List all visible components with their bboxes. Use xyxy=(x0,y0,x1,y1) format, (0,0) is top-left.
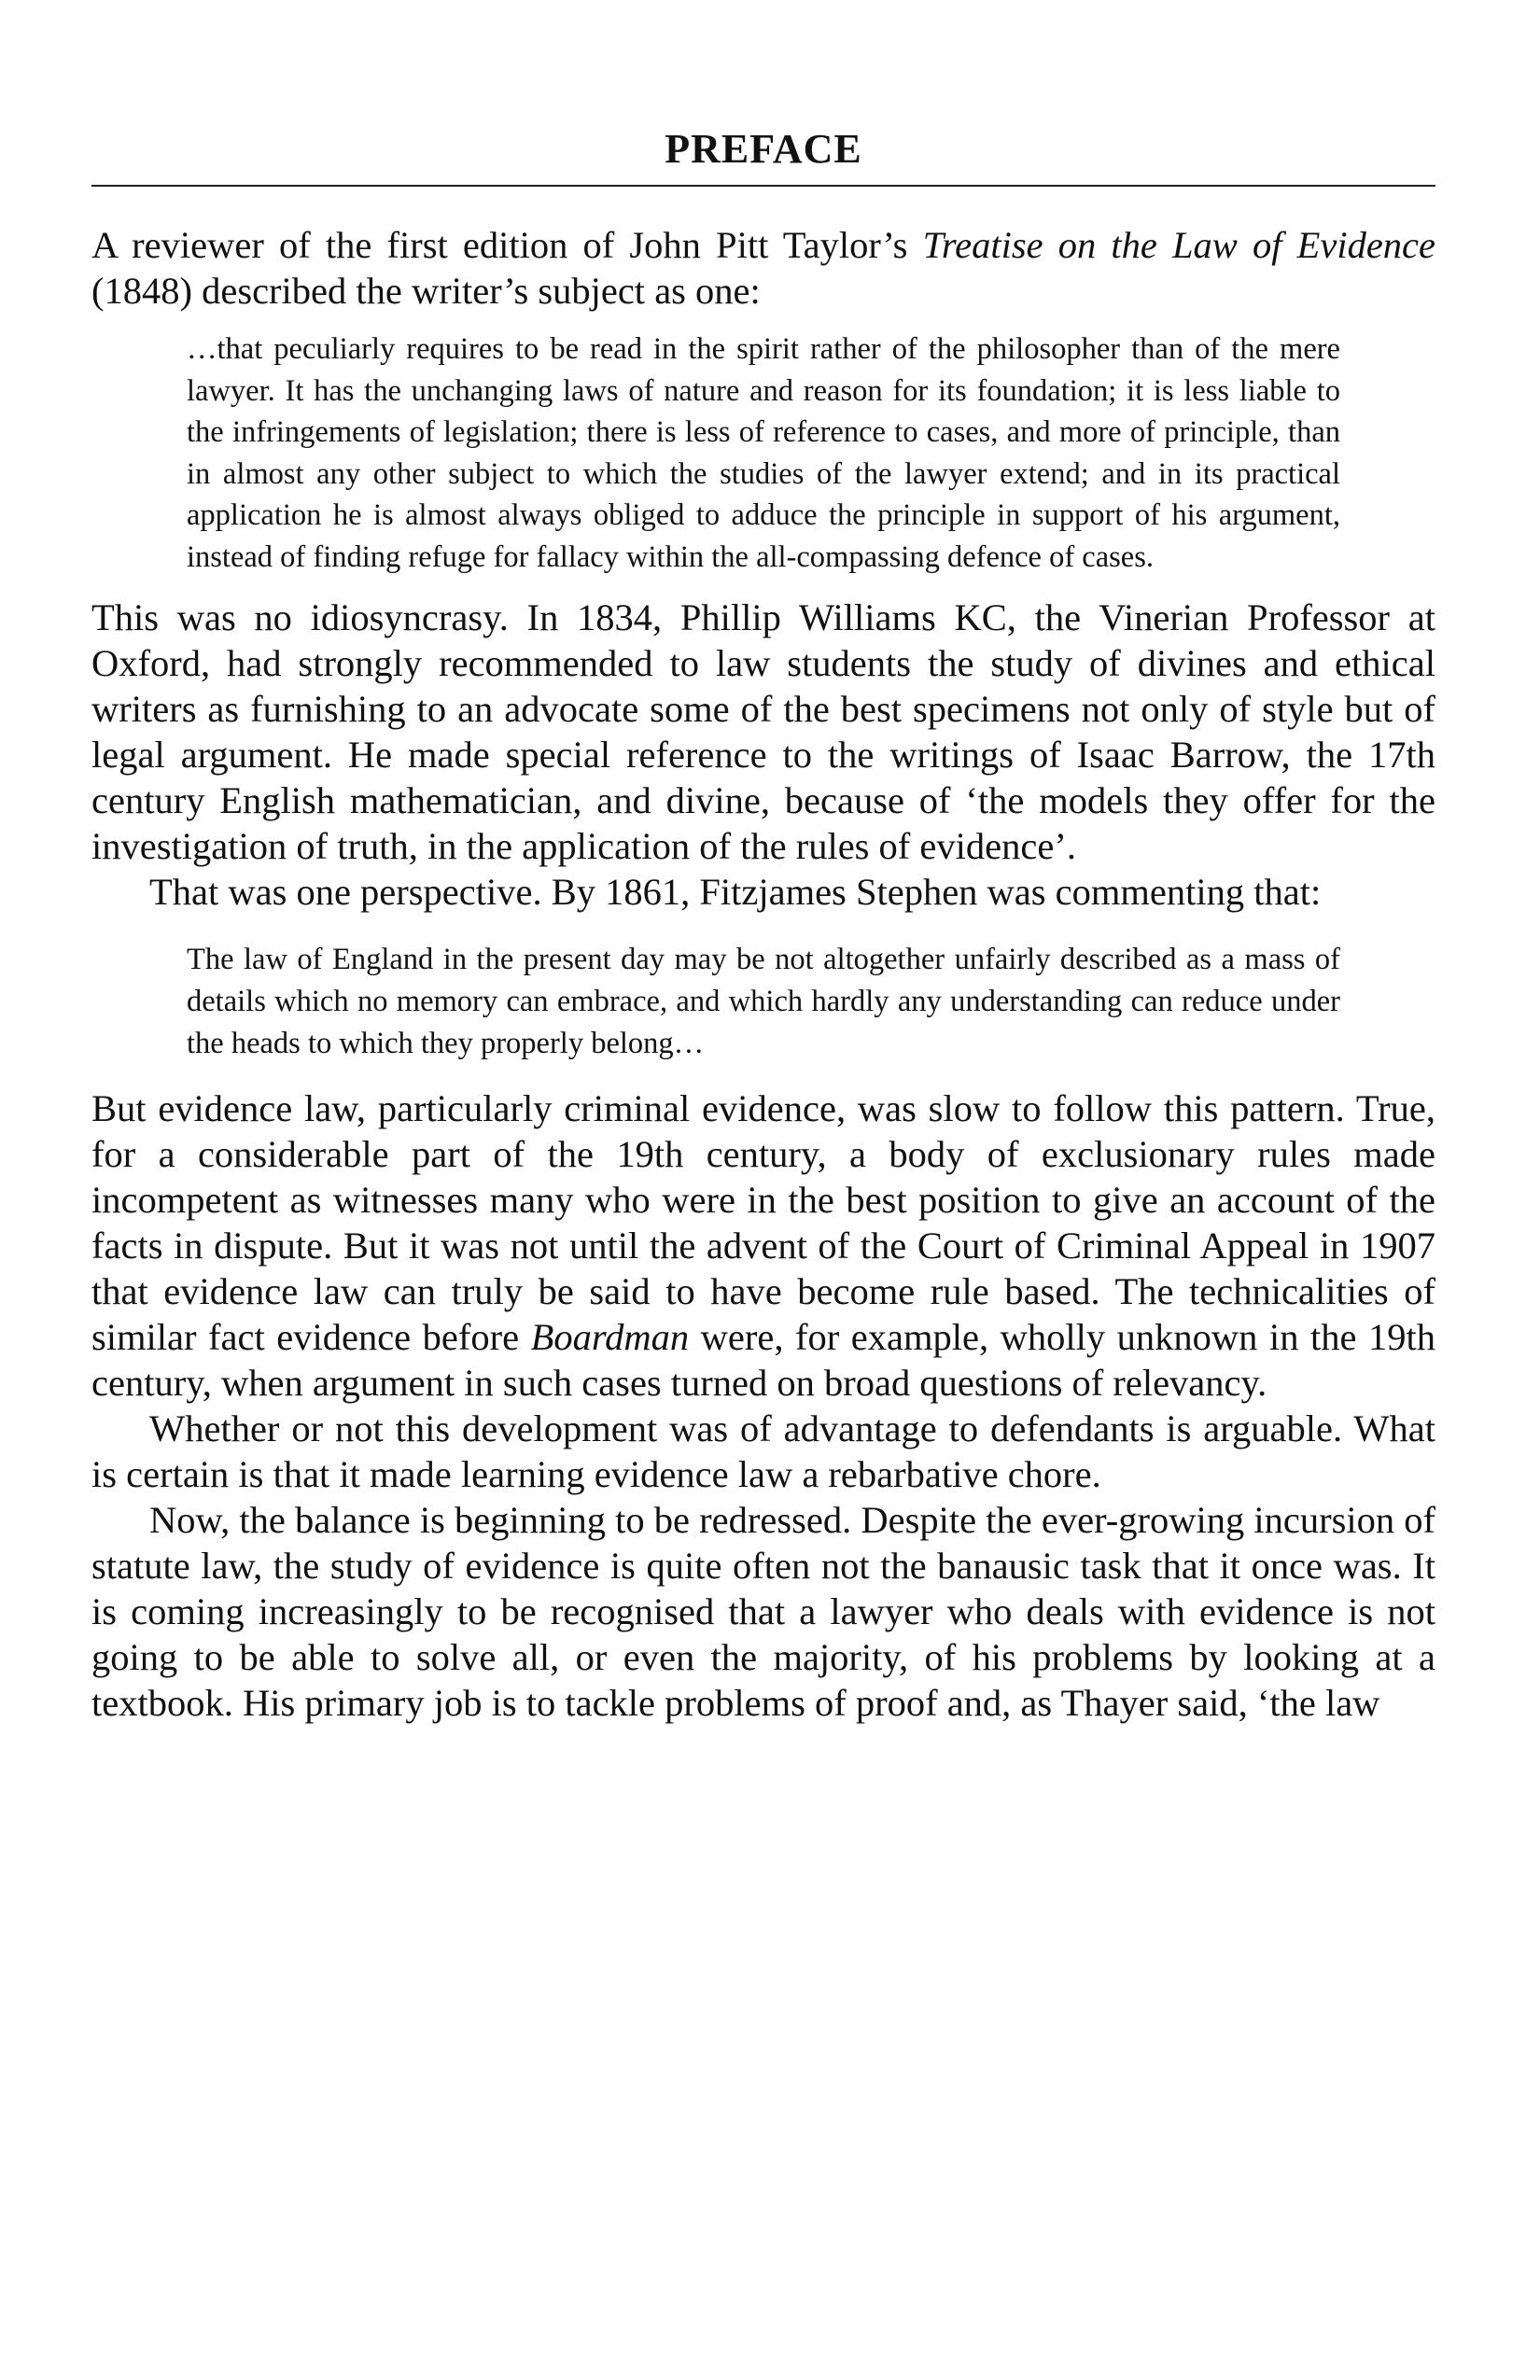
paragraph-idiosyncrasy: This was no idiosyncrasy. In 1834, Phillip Williams KC, the Vinerian Professor at Oxford, had strongly recommended to law students the study of divines and ethical writers as furnishing to an advocate some of the best specimens not only of style but of legal argument. He made special reference to the writings of Isaac Barrow, the 17th century English mathematician, and divine, because of ‘the models they offer for the investigation of truth, in the application of the rules of evidence’. xyxy=(91,596,1435,867)
paragraph-evidence-law-text-2: were, for example, wholly unknown in the 19th century, when argument in such cases turned on broad questions of relevancy. xyxy=(91,1316,1435,1404)
page xyxy=(91,121,1435,1726)
paragraph-balance: Now, the balance is beginning to be redressed. Despite the ever-growing incursion of statute law, the study of evidence is quite often not the banausic task that it once was. It is coming increasingly to be recognised that a lawyer who deals with evidence is not going to be able to solve all, or even the majority, of his problems by looking at a textbook. His primary job is to tackle problems of proof and, as Thayer said, ‘the law xyxy=(91,1499,1435,1724)
paragraph-intro-italic-title: Treatise on the Law of Evidence xyxy=(922,224,1435,266)
paragraph-evidence-law xyxy=(91,1085,1435,1406)
paragraph-intro xyxy=(91,222,1435,314)
block-quote-reviewer: …that peculiarly requires to be read in the spirit rather of the philosopher than of the mere lawyer. It has the unchanging laws of nature and reason for its foundation; it is less liable to the infringements of legislation; there is less of reference to cases, and more of principle, than in almost any other subject to which the studies of the lawyer extend; and in its practical application he is almost always obliged to adduce the principle in support of his argument, instead of finding refuge for fallacy within the all-compassing defence of cases. xyxy=(187,332,1340,574)
paragraph-evidence-law-italic-case: Boardman xyxy=(530,1316,690,1358)
paragraph-evidence-law-text-1: But evidence law, particularly criminal evidence, was slow to follow this pattern. True, for a considerable part of the 19th century, a body of exclusionary rules made incompetent as witnesses many who were in the best position to give an account of the facts in dispute. But it was not until the advent of the Court of Criminal Appeal in 1907 that evidence law can truly be said to have become rule based. The technicalities of similar fact evidence before xyxy=(91,1087,1435,1358)
paragraph-intro-text-1: A reviewer of the first edition of John Pitt Taylor’s xyxy=(91,224,923,266)
paragraph-advantage: Whether or not this development was of advantage to defendants is arguable. What is certain is that it made learning evidence law a rebarbative chore. xyxy=(91,1407,1435,1495)
page-title: PREFACE xyxy=(665,126,862,172)
header-rule xyxy=(91,185,1435,187)
block-quote-stephen: The law of England in the present day may be not altogether unfairly described as a mass of details which no memory can embrace, and which hardly any understanding can reduce under the heads to which they properly belong… xyxy=(187,943,1340,1060)
paragraph-intro-text-2: (1848) described the writer’s subject as one: xyxy=(91,270,761,312)
paragraph-perspective: That was one perspective. By 1861, Fitzjames Stephen was commenting that: xyxy=(149,871,1322,913)
